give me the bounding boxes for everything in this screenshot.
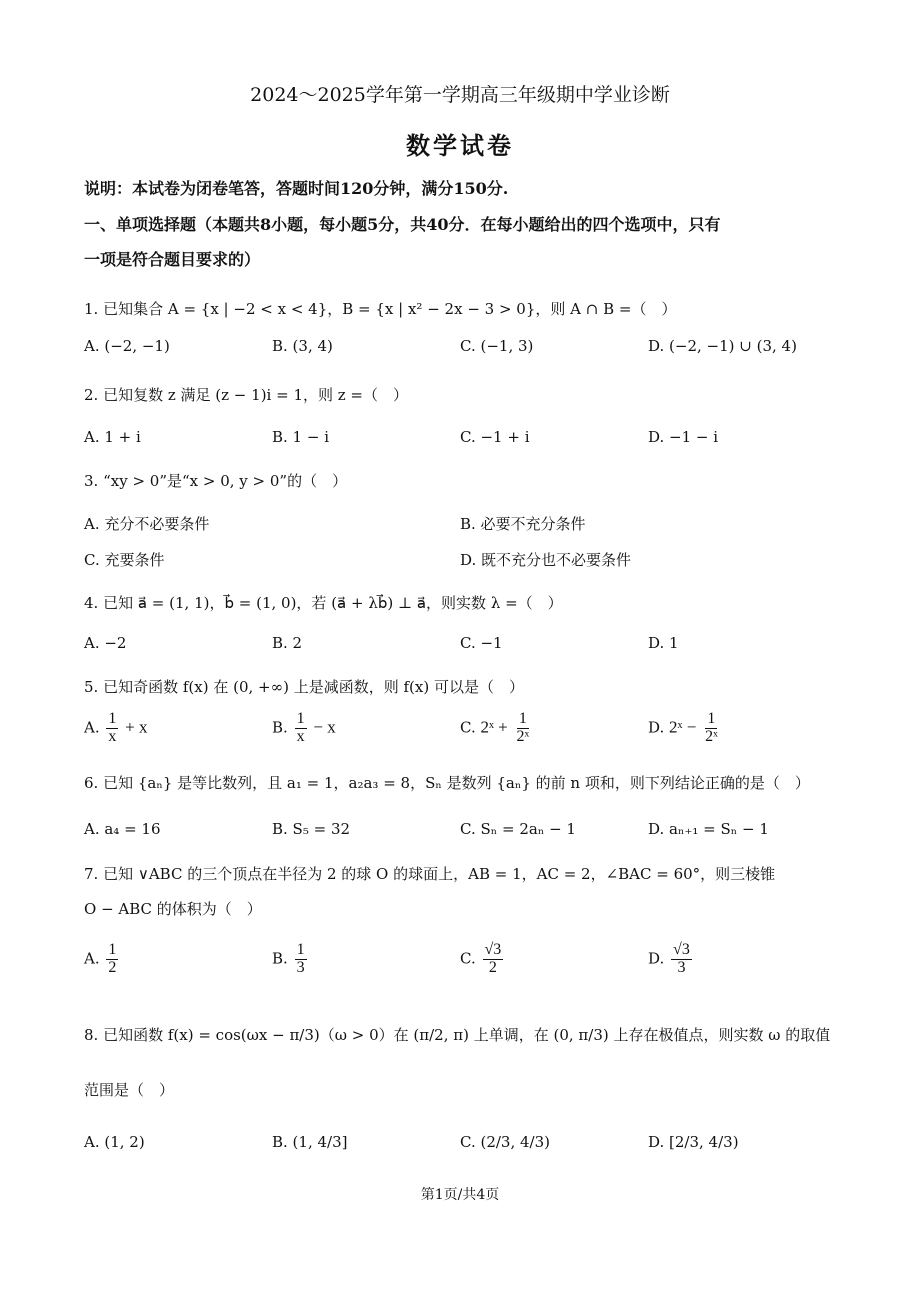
question-7-stem-line2: O − ABC 的体积为（ ） [84,900,262,918]
exam-header: 2024～2025学年第一学期高三年级期中学业诊断 [250,84,670,106]
question-7-stem: 7. 已知 ∨ABC 的三个顶点在半径为 2 的球 O 的球面上，AB = 1，AC = 2，∠BAC = 60°，则三棱锥 [84,865,776,883]
option-label: D. [648,718,665,737]
question-4-option-a: A. −2 [84,634,127,652]
fraction-numerator: 1 [296,941,305,958]
fraction [295,942,307,977]
option-label: C. [460,949,476,968]
question-6-option-b: B. S₅ = 32 [272,820,351,838]
option-label: A. [84,949,100,968]
question-6-option-c: C. Sₙ = 2aₙ − 1 [460,820,576,838]
question-4-option-d: D. 1 [648,634,679,652]
question-3-option-d: D. 既不充分也不必要条件 [460,551,632,569]
question-8-stem: 8. 已知函数 f(x) = cos(ωx − π/3)（ω > 0）在 (π/2, π) 上单调，在 (0, π/3) 上存在极值点，则实数 ω 的取值 [84,1026,831,1044]
fraction-denominator: 3 [677,958,686,976]
question-3-option-b: B. 必要不充分条件 [460,515,586,533]
question-4-stem: 4. 已知 a⃗ = (1, 1)，b⃗ = (1, 0)，若 (a⃗ + λb⃗) ⊥ a⃗，则实数 λ =（ ） [84,594,563,612]
option-label: A. [84,718,100,737]
fraction-numerator: √3 [484,941,502,958]
fraction-numerator: 1 [518,710,527,727]
option-label: B. [272,718,288,737]
fraction [483,942,504,977]
question-2-option-c: C. −1 + i [460,428,530,446]
fraction-denominator: 2 [108,958,117,976]
question-7-option-b [272,942,309,977]
fraction-numerator: 1 [296,710,305,727]
question-1-option-b: B. (3, 4) [272,337,333,355]
question-7-option-c [460,942,505,977]
option-rest: + x [125,717,148,737]
question-3-option-a: A. 充分不必要条件 [84,515,210,533]
question-8-option-a: A. (1, 2) [84,1133,145,1151]
option-label: D. [648,949,665,968]
page-title: 数学试卷 [406,131,514,160]
question-1-option-a: A. (−2, −1) [84,337,170,355]
question-1-option-d: D. (−2, −1) ∪ (3, 4) [648,337,797,355]
question-8-stem-line2: 范围是（ ） [84,1081,175,1099]
section-heading-line1: 一、单项选择题（本题共8小题，每小题5分，共40分．在每小题给出的四个选项中，只有 [84,215,721,234]
question-1-option-c: C. (−1, 3) [460,337,534,355]
question-5-option-d [648,711,722,746]
question-4-option-c: C. −1 [460,634,503,652]
option-pre: 2ˣ − [669,717,697,737]
question-5-option-b [272,711,336,746]
fraction [671,942,692,977]
fraction-denominator: 2ˣ [705,727,718,745]
question-6-option-d: D. aₙ₊₁ = Sₙ − 1 [648,820,769,838]
question-5-option-a [84,711,148,746]
fraction [515,711,532,746]
fraction-denominator: 2 [488,958,497,976]
fraction-denominator: 2ˣ [516,727,530,745]
question-8-option-d: D. [2/3, 4/3) [648,1133,739,1151]
page-footer: 第1页/共4页 [420,1187,500,1203]
question-8-option-b: B. (1, 4/3] [272,1133,348,1151]
fraction [106,711,118,746]
instructions: 说明：本试卷为闭卷笔答，答题时间120分钟，满分150分. [84,179,509,198]
fraction-numerator: 1 [108,941,117,958]
question-3-option-c: C. 充要条件 [84,551,165,569]
option-pre: 2ˣ + [480,717,508,737]
fraction-denominator: 3 [296,958,305,976]
question-2-option-a: A. 1 + i [84,428,141,446]
question-5-option-c [460,711,533,746]
question-2-option-b: B. 1 − i [272,428,330,446]
question-1-stem: 1. 已知集合 A = {x | −2 < x < 4}，B = {x | x² − 2x − 3 > 0}，则 A ∩ B =（ ） [84,300,677,318]
question-8-option-c: C. (2/3, 4/3) [460,1133,550,1151]
option-label: C. [460,718,476,737]
question-3-stem: 3. “xy > 0”是“x > 0, y > 0”的（ ） [84,472,348,490]
question-2-stem: 2. 已知复数 z 满足 (z − 1)i = 1，则 z =（ ） [84,386,408,404]
fraction-numerator: 1 [707,710,716,727]
fraction [703,711,720,746]
question-6-option-a: A. a₄ = 16 [84,820,161,838]
question-5-stem: 5. 已知奇函数 f(x) 在 (0, +∞) 上是减函数，则 f(x) 可以是（ ） [84,678,524,696]
option-label: B. [272,949,288,968]
question-7-option-d [648,942,694,977]
fraction-denominator: x [296,727,305,745]
question-6-stem: 6. 已知 {aₙ} 是等比数列，且 a₁ = 1，a₂a₃ = 8，Sₙ 是数列 {aₙ} 的前 n 项和，则下列结论正确的是（ ） [84,774,810,792]
fraction-numerator: 1 [108,710,117,727]
fraction [106,942,118,977]
section-heading-line2: 一项是符合题目要求的） [84,250,261,269]
fraction-numerator: √3 [673,941,690,958]
fraction-denominator: x [108,727,117,745]
question-7-option-a [84,942,120,977]
option-rest: − x [313,717,336,737]
question-4-option-b: B. 2 [272,634,303,652]
question-2-option-d: D. −1 − i [648,428,719,446]
fraction [295,711,307,746]
